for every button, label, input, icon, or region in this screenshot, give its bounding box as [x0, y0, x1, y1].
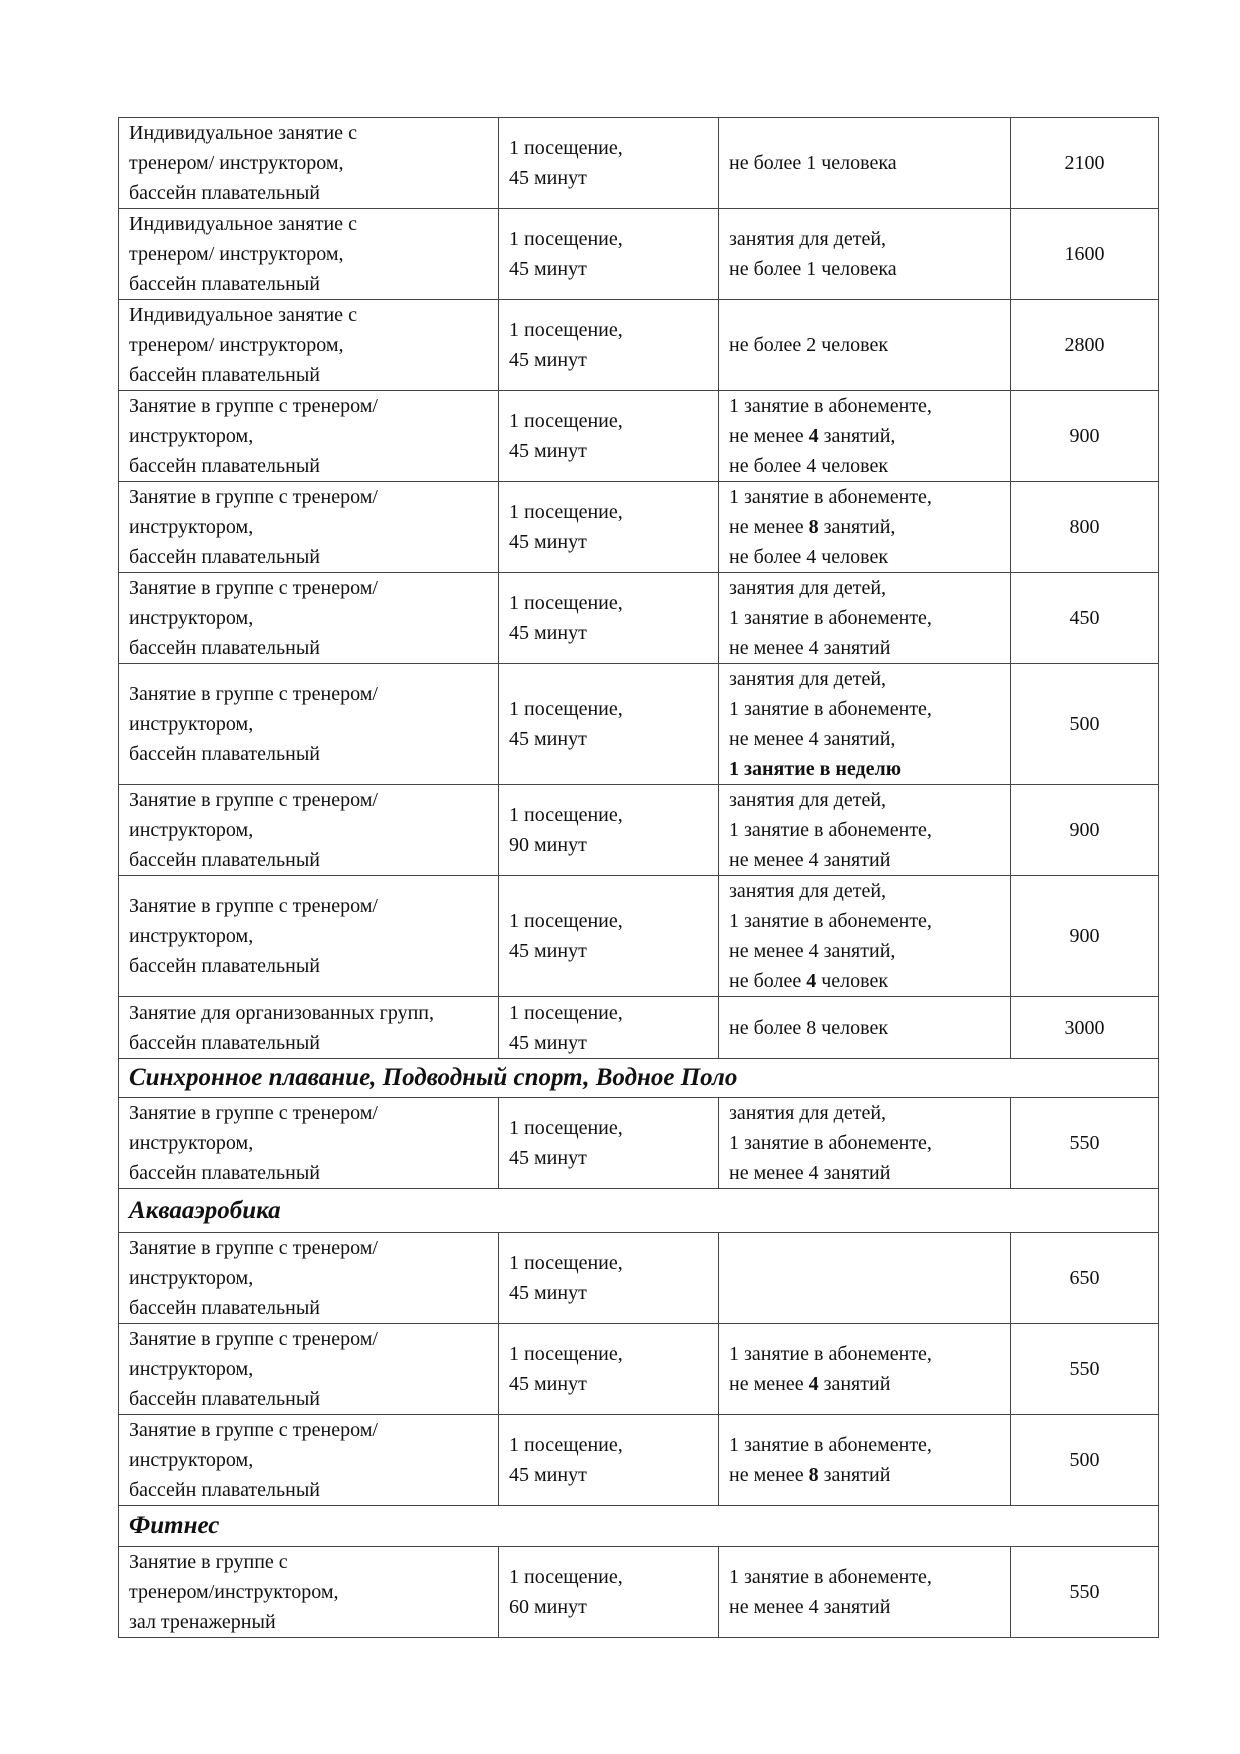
condition-line [729, 1592, 1000, 1622]
condition-line [729, 966, 1000, 996]
table-row [119, 1547, 1159, 1638]
condition-line [729, 224, 1000, 254]
price-cell: 450 [1011, 573, 1159, 664]
service-line: инструктором, [129, 1358, 254, 1380]
condition-text: 1 занятие в абонементе, [729, 1132, 932, 1154]
condition-bold-text: 8 [808, 1464, 819, 1486]
visit-cell [499, 1324, 719, 1415]
conditions-cell [719, 1324, 1011, 1415]
table-row [119, 1415, 1159, 1506]
visit-line: 60 минут [509, 1596, 587, 1618]
condition-text: 1 занятие в абонементе, [729, 395, 932, 417]
condition-text: не менее [729, 1464, 809, 1486]
condition-text: 1 занятие в абонементе, [729, 486, 932, 508]
condition-bold-text: 4 [806, 970, 817, 992]
visit-line: 45 минут [509, 728, 587, 750]
condition-bold-text: 4 [808, 1373, 819, 1395]
service-cell [119, 1547, 499, 1638]
visit-line: 1 посещение, [509, 501, 623, 523]
visit-cell [499, 573, 719, 664]
visit-line: 45 минут [509, 622, 587, 644]
condition-line [729, 421, 1000, 451]
visit-line: 1 посещение, [509, 1566, 623, 1588]
condition-line [729, 1128, 1000, 1158]
service-cell [119, 1415, 499, 1506]
service-cell [119, 300, 499, 391]
visit-line: 1 посещение, [509, 228, 623, 250]
service-line: бассейн плавательный [129, 1031, 320, 1054]
service-line: Занятие в группе с тренером/ [129, 895, 378, 917]
section-title: Фитнес [119, 1506, 1159, 1547]
table-row [119, 391, 1159, 482]
visit-line: 1 посещение, [509, 1343, 623, 1365]
visit-line: 45 минут [509, 349, 587, 371]
condition-text: занятия для детей, [729, 789, 887, 811]
conditions-cell [719, 482, 1011, 573]
service-line: инструктором, [129, 925, 254, 947]
condition-line [729, 573, 1000, 603]
visit-line: 1 посещение, [509, 1117, 623, 1139]
service-cell [119, 664, 499, 785]
price-cell: 900 [1011, 876, 1159, 997]
condition-text: не более 1 человека [729, 152, 897, 174]
service-line: Занятие для организованных групп, [129, 1001, 434, 1024]
condition-line [729, 1013, 1000, 1043]
visit-cell [499, 1415, 719, 1506]
condition-text: не менее 4 занятий, [729, 728, 896, 750]
service-line: бассейн плавательный [129, 955, 320, 977]
price-cell: 1600 [1011, 209, 1159, 300]
condition-text: не более 2 человек [729, 334, 889, 356]
table-row [119, 664, 1159, 785]
condition-line [729, 148, 1000, 178]
visit-line: 45 минут [509, 440, 587, 462]
condition-text: не менее 4 занятий, [729, 940, 896, 962]
service-line: инструктором, [129, 516, 254, 538]
table-row [119, 1233, 1159, 1324]
service-cell [119, 1233, 499, 1324]
table-row [119, 876, 1159, 997]
condition-line [729, 724, 1000, 754]
condition-text: 1 занятие в абонементе, [729, 819, 932, 841]
price-cell: 2100 [1011, 118, 1159, 209]
service-line: инструктором, [129, 425, 254, 447]
conditions-cell [719, 1098, 1011, 1189]
condition-line [729, 815, 1000, 845]
condition-text: 1 занятие в абонементе, [729, 1343, 932, 1365]
conditions-cell [719, 664, 1011, 785]
price-cell: 500 [1011, 1415, 1159, 1506]
service-line: бассейн плавательный [129, 273, 320, 295]
conditions-cell [719, 785, 1011, 876]
visit-line: 45 минут [509, 1464, 587, 1486]
condition-line [729, 785, 1000, 815]
condition-line [729, 664, 1000, 694]
condition-line [729, 1460, 1000, 1490]
visit-cell [499, 785, 719, 876]
service-cell [119, 391, 499, 482]
service-line: бассейн плавательный [129, 849, 320, 871]
condition-bold-text: 8 [808, 516, 819, 538]
condition-line [729, 1369, 1000, 1399]
conditions-cell [719, 876, 1011, 997]
condition-line [729, 1098, 1000, 1128]
condition-line [729, 254, 1000, 284]
conditions-cell [719, 300, 1011, 391]
service-cell [119, 573, 499, 664]
service-line: бассейн плавательный [129, 743, 320, 765]
service-line: тренером/инструктором, [129, 1581, 339, 1603]
service-cell [119, 118, 499, 209]
service-line: бассейн плавательный [129, 455, 320, 477]
visit-line: 45 минут [509, 940, 587, 962]
service-line: инструктором, [129, 1267, 254, 1289]
service-cell [119, 1324, 499, 1415]
service-line: бассейн плавательный [129, 546, 320, 568]
visit-line: 1 посещение, [509, 1434, 623, 1456]
condition-line [729, 845, 1000, 875]
visit-cell [499, 1098, 719, 1189]
service-line: инструктором, [129, 1132, 254, 1154]
price-cell: 550 [1011, 1098, 1159, 1189]
service-line: инструктором, [129, 1449, 254, 1471]
visit-cell [499, 391, 719, 482]
condition-line [729, 482, 1000, 512]
service-line: Индивидуальное занятие с [129, 122, 357, 144]
price-cell: 650 [1011, 1233, 1159, 1324]
condition-text: 1 занятие в абонементе, [729, 910, 932, 932]
visit-line: 90 минут [509, 834, 587, 856]
condition-text: человек [816, 970, 889, 992]
service-cell [119, 209, 499, 300]
visit-line: 1 посещение, [509, 319, 623, 341]
visit-cell [499, 209, 719, 300]
service-line: Занятие в группе с [129, 1551, 288, 1573]
table-row [119, 573, 1159, 664]
conditions-cell [719, 1547, 1011, 1638]
service-line: бассейн плавательный [129, 182, 320, 204]
service-line: зал тренажерный [129, 1611, 276, 1633]
condition-text: не менее [729, 425, 809, 447]
service-cell [119, 482, 499, 573]
visit-cell [499, 482, 719, 573]
section-title: Синхронное плавание, Подводный спорт, Водное Поло [119, 1059, 1159, 1098]
table-row [119, 482, 1159, 573]
visit-line: 45 минут [509, 1147, 587, 1169]
service-line: Занятие в группе с тренером/ [129, 1328, 378, 1350]
price-cell: 800 [1011, 482, 1159, 573]
service-line: инструктором, [129, 819, 254, 841]
service-line: Занятие в группе с тренером/ [129, 577, 378, 599]
condition-text: 1 занятие в абонементе, [729, 607, 932, 629]
service-line: Занятие в группе с тренером/ [129, 683, 378, 705]
service-line: Занятие в группе с тренером/ [129, 1102, 378, 1124]
condition-text: занятия для детей, [729, 668, 887, 690]
condition-line [729, 633, 1000, 663]
section-title: Аквааэробика [119, 1189, 1159, 1233]
conditions-cell [719, 118, 1011, 209]
conditions-cell [719, 209, 1011, 300]
condition-line [729, 694, 1000, 724]
visit-cell [499, 664, 719, 785]
service-line: тренером/ инструктором, [129, 152, 344, 174]
condition-line [729, 330, 1000, 360]
service-line: бассейн плавательный [129, 364, 320, 386]
price-cell: 500 [1011, 664, 1159, 785]
service-cell [119, 1098, 499, 1189]
condition-line [729, 391, 1000, 421]
visit-line: 45 минут [509, 1031, 587, 1054]
service-cell [119, 997, 499, 1059]
condition-line [729, 451, 1000, 481]
condition-text: не менее [729, 1373, 809, 1395]
condition-line [729, 1430, 1000, 1460]
condition-text: занятия для детей, [729, 880, 887, 902]
service-line: бассейн плавательный [129, 1297, 320, 1319]
condition-text: занятий [818, 1373, 891, 1395]
visit-cell [499, 300, 719, 391]
condition-line [729, 1339, 1000, 1369]
condition-text: не менее [729, 516, 809, 538]
service-line: тренером/ инструктором, [129, 334, 344, 356]
condition-line [729, 754, 1000, 784]
conditions-cell [719, 391, 1011, 482]
service-line: Занятие в группе с тренером/ [129, 789, 378, 811]
visit-cell [499, 1233, 719, 1324]
price-cell: 550 [1011, 1547, 1159, 1638]
visit-line: 1 посещение, [509, 910, 623, 932]
condition-text: не менее 4 занятий [729, 1162, 891, 1184]
visit-line: 45 минут [509, 1282, 587, 1304]
condition-bold-text: 1 занятие в неделю [729, 758, 902, 780]
section-row [119, 1059, 1159, 1098]
visit-cell [499, 876, 719, 997]
price-cell: 3000 [1011, 997, 1159, 1059]
condition-text: 1 занятие в абонементе, [729, 698, 932, 720]
condition-line [729, 1158, 1000, 1188]
table-row [119, 209, 1159, 300]
condition-text: не менее 4 занятий [729, 1596, 891, 1618]
service-line: бассейн плавательный [129, 1388, 320, 1410]
visit-line: 1 посещение, [509, 804, 623, 826]
conditions-cell [719, 997, 1011, 1059]
service-line: инструктором, [129, 607, 254, 629]
price-cell: 550 [1011, 1324, 1159, 1415]
table-row [119, 997, 1159, 1059]
visit-line: 1 посещение, [509, 137, 623, 159]
table-row [119, 1324, 1159, 1415]
condition-text: не менее 4 занятий [729, 637, 891, 659]
table-row [119, 300, 1159, 391]
conditions-cell [719, 1233, 1011, 1324]
conditions-cell [719, 1415, 1011, 1506]
condition-line [729, 876, 1000, 906]
visit-line: 45 минут [509, 1373, 587, 1395]
visit-cell [499, 1547, 719, 1638]
visit-line: 1 посещение, [509, 1001, 623, 1024]
condition-text: занятия для детей, [729, 1102, 887, 1124]
condition-text: не менее 4 занятий [729, 849, 891, 871]
condition-line [729, 542, 1000, 572]
service-cell [119, 785, 499, 876]
condition-text: не более 8 человек [729, 1016, 889, 1039]
price-table [118, 117, 1159, 1638]
condition-text: занятия для детей, [729, 577, 887, 599]
condition-text: не более 4 человек [729, 546, 889, 568]
table-row [119, 1098, 1159, 1189]
section-row [119, 1189, 1159, 1233]
service-line: Занятие в группе с тренером/ [129, 1419, 378, 1441]
condition-text: занятий [818, 1464, 891, 1486]
service-line: бассейн плавательный [129, 637, 320, 659]
service-line: Занятие в группе с тренером/ [129, 1237, 378, 1259]
condition-line [729, 512, 1000, 542]
service-line: инструктором, [129, 713, 254, 735]
condition-text: занятий, [818, 516, 896, 538]
service-cell [119, 876, 499, 997]
visit-line: 45 минут [509, 258, 587, 280]
service-line: бассейн плавательный [129, 1479, 320, 1501]
visit-line: 45 минут [509, 167, 587, 189]
service-line: Занятие в группе с тренером/ [129, 486, 378, 508]
table-row [119, 785, 1159, 876]
condition-text: не более 1 человека [729, 258, 897, 280]
condition-text: 1 занятие в абонементе, [729, 1566, 932, 1588]
section-row [119, 1506, 1159, 1547]
price-cell: 900 [1011, 391, 1159, 482]
condition-line [729, 1562, 1000, 1592]
condition-text: занятия для детей, [729, 228, 887, 250]
visit-line: 1 посещение, [509, 410, 623, 432]
price-cell: 900 [1011, 785, 1159, 876]
service-line: бассейн плавательный [129, 1162, 320, 1184]
visit-cell [499, 997, 719, 1059]
condition-text: не более 4 человек [729, 455, 889, 477]
condition-line [729, 603, 1000, 633]
service-line: Индивидуальное занятие с [129, 304, 357, 326]
visit-cell [499, 118, 719, 209]
condition-text: 1 занятие в абонементе, [729, 1434, 932, 1456]
conditions-cell [719, 573, 1011, 664]
price-cell: 2800 [1011, 300, 1159, 391]
visit-line: 45 минут [509, 531, 587, 553]
condition-text: не более [729, 970, 807, 992]
visit-line: 1 посещение, [509, 1252, 623, 1274]
visit-line: 1 посещение, [509, 592, 623, 614]
visit-line: 1 посещение, [509, 698, 623, 720]
table-row [119, 118, 1159, 209]
condition-line [729, 936, 1000, 966]
service-line: тренером/ инструктором, [129, 243, 344, 265]
service-line: Индивидуальное занятие с [129, 213, 357, 235]
condition-line [729, 906, 1000, 936]
service-line: Занятие в группе с тренером/ [129, 395, 378, 417]
condition-text: занятий, [818, 425, 896, 447]
condition-bold-text: 4 [808, 425, 819, 447]
